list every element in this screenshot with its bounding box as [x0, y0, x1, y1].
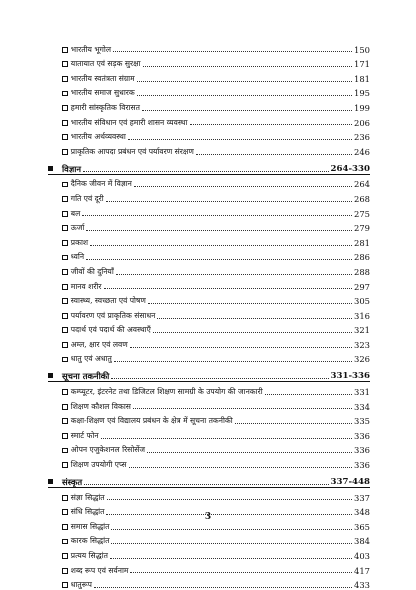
- dot-leader: [157, 318, 352, 319]
- toc-title: अम्ल, क्षार एवं लवण: [70, 339, 128, 349]
- toc-page-number: 331-336: [330, 371, 370, 382]
- toc-title: प्राकृतिक आपदा प्रबंधन एवं पर्यावरण संरक्षण: [70, 146, 194, 156]
- checkbox-bullet-icon: [62, 240, 68, 246]
- toc-page-number: 264-330: [330, 163, 370, 174]
- toc-entry: [48, 488, 370, 503]
- checkbox-bullet-icon: [62, 342, 68, 348]
- checkbox-bullet-icon: [62, 582, 68, 588]
- toc-page-number: 323: [354, 339, 370, 350]
- checkbox-bullet-icon: [62, 47, 68, 53]
- dot-leader: [148, 303, 352, 304]
- dot-leader: [113, 51, 352, 52]
- toc-title: संस्कृत: [62, 477, 83, 488]
- dot-leader: [107, 499, 352, 500]
- dot-leader: [137, 81, 352, 82]
- checkbox-bullet-icon: [62, 462, 68, 468]
- dot-leader: [116, 274, 352, 275]
- toc-page-number: 305: [354, 296, 370, 307]
- toc-title: प्रकाश: [70, 237, 89, 247]
- toc-entry: [48, 128, 370, 143]
- dot-leader: [104, 288, 353, 289]
- dot-leader: [110, 558, 352, 559]
- toc-page-number: 337: [354, 492, 370, 503]
- toc-page-number: 171: [354, 59, 370, 70]
- toc-page-number: 336: [354, 430, 370, 441]
- toc-entry: [48, 84, 370, 99]
- checkbox-bullet-icon: [62, 284, 68, 290]
- checkbox-bullet-icon: [62, 357, 68, 363]
- checkbox-bullet-icon: [62, 568, 68, 574]
- toc-title: मानव शरीर: [70, 281, 102, 291]
- dot-leader: [83, 171, 329, 172]
- toc-entry: [48, 335, 370, 350]
- dot-leader: [133, 408, 352, 409]
- dot-leader: [147, 452, 352, 453]
- checkbox-bullet-icon: [62, 553, 68, 559]
- checkbox-bullet-icon: [62, 524, 68, 530]
- toc-title: पदार्थ एवं पदार्थ की अवस्थाएँ: [70, 325, 151, 335]
- toc-title: धातुरूप: [70, 580, 92, 590]
- toc-page-number: 321: [354, 325, 370, 336]
- checkbox-bullet-icon: [62, 134, 68, 140]
- checkbox-bullet-icon: [62, 76, 68, 82]
- toc-title: शब्द रूप एवं सर्वनाम: [70, 565, 129, 575]
- toc-page-number: 286: [354, 252, 370, 263]
- checkbox-bullet-icon: [62, 313, 68, 319]
- checkbox-bullet-icon: [62, 433, 68, 439]
- checkbox-bullet-icon: [62, 211, 68, 217]
- toc-section: [48, 157, 370, 175]
- toc-title: कम्प्यूटर, इंटरनेट तथा डिजिटल शिक्षण सामग्री के उपयोग की जानकारी: [70, 387, 263, 397]
- toc-title: संधि सिद्धांत: [70, 507, 105, 517]
- toc-entry: [48, 441, 370, 456]
- dot-leader: [111, 378, 328, 379]
- dot-leader: [134, 186, 352, 187]
- toc-entry: [48, 292, 370, 307]
- toc-entry: [48, 40, 370, 55]
- dot-leader: [143, 66, 352, 67]
- toc-title: हमारी सांस्कृतिक विरासत: [70, 102, 140, 112]
- toc-page-number: 206: [354, 117, 370, 128]
- toc-title: भारतीय भूगोल: [70, 44, 112, 54]
- checkbox-bullet-icon: [62, 495, 68, 501]
- toc-title: प्रत्यय सिद्धांत: [70, 551, 109, 560]
- checkbox-bullet-icon: [62, 298, 68, 304]
- toc-entry: [48, 382, 370, 397]
- toc-title: बल: [70, 208, 81, 218]
- toc-page-number: 365: [354, 521, 370, 532]
- checkbox-bullet-icon: [62, 327, 68, 333]
- dot-leader: [111, 529, 352, 530]
- checkbox-bullet-icon: [62, 91, 68, 97]
- checkbox-bullet-icon: [62, 182, 68, 188]
- dot-leader: [84, 484, 328, 485]
- toc-title: जीवों की दुनियाँ: [70, 266, 114, 276]
- checkbox-bullet-icon: [62, 105, 68, 111]
- toc-page-number: 297: [354, 281, 370, 292]
- toc-title: पर्यावरण एवं प्राकृतिक संसाधन: [70, 310, 156, 320]
- toc-entry: [48, 248, 370, 263]
- toc-page-number: 326: [354, 354, 370, 365]
- toc-entry: [48, 98, 370, 113]
- toc-entry: [48, 561, 370, 576]
- toc-entry: [48, 189, 370, 204]
- square-bullet-icon: [48, 166, 53, 171]
- toc-title: धातु एवं अधातु: [70, 354, 112, 364]
- dot-leader: [82, 215, 352, 216]
- toc-title: गति एवं दूरी: [70, 193, 104, 203]
- dot-leader: [153, 332, 352, 333]
- toc-page-number: 336: [354, 460, 370, 471]
- toc-page-number: 335: [354, 416, 370, 427]
- toc-entry: [48, 204, 370, 219]
- toc-title: स्मार्ट फोन: [70, 430, 99, 440]
- toc-entry: [48, 576, 370, 590]
- toc-page-number: 279: [354, 223, 370, 234]
- toc-page-number: 199: [354, 102, 370, 113]
- toc-entry: [48, 55, 370, 70]
- toc-page-number: 181: [354, 73, 370, 84]
- toc-entry: [48, 277, 370, 292]
- toc-entry: [48, 350, 370, 365]
- toc-page-number: 316: [354, 310, 370, 321]
- toc-page-number: 246: [354, 146, 370, 157]
- checkbox-bullet-icon: [62, 149, 68, 155]
- toc-title: स्वास्थ्य, स्वच्छता एवं पोषण: [70, 296, 146, 306]
- toc-page-number: 348: [354, 507, 370, 518]
- page-number: 3: [204, 512, 212, 522]
- toc-entry: [48, 397, 370, 412]
- checkbox-bullet-icon: [62, 418, 68, 424]
- toc-section: [48, 364, 370, 382]
- toc-entry: [48, 412, 370, 427]
- toc-title: समास सिद्धांत: [70, 521, 110, 531]
- toc-entry: [48, 69, 370, 84]
- toc-page-number: 268: [354, 193, 370, 204]
- dot-leader: [130, 347, 352, 348]
- toc-entry: [48, 113, 370, 128]
- toc-entry: [48, 321, 370, 336]
- toc-entry: [48, 142, 370, 157]
- toc-page-number: 403: [354, 551, 370, 561]
- checkbox-bullet-icon: [62, 120, 68, 126]
- dot-leader: [90, 245, 352, 246]
- toc-page-number: 281: [354, 237, 370, 248]
- toc-page-number: 275: [354, 208, 370, 219]
- toc-page-number: 336: [354, 445, 370, 456]
- dot-leader: [142, 110, 352, 111]
- toc-entry: [48, 233, 370, 248]
- dot-leader: [137, 95, 352, 96]
- toc-entry: [48, 532, 370, 547]
- dot-leader: [106, 201, 352, 202]
- checkbox-bullet-icon: [62, 269, 68, 275]
- toc-title: भारतीय समाज सुधारक: [70, 88, 135, 98]
- toc-title: संज्ञा सिद्धांत: [70, 492, 105, 502]
- toc-entry: [48, 219, 370, 234]
- toc-title: यातायात एवं सड़क सुरक्षा: [70, 59, 141, 69]
- toc-title: दैनिक जीवन में विज्ञान: [70, 179, 132, 189]
- dot-leader: [265, 394, 352, 395]
- toc-title: ओपन एजुकेशनल रिसोर्सेज: [70, 445, 146, 455]
- dot-leader: [235, 423, 352, 424]
- toc-title: शिक्षण उपयोगी एप्स: [70, 460, 127, 470]
- checkbox-bullet-icon: [62, 255, 68, 261]
- toc-entry: [48, 306, 370, 321]
- dot-leader: [129, 467, 353, 468]
- checkbox-bullet-icon: [62, 448, 68, 454]
- toc-title: कक्षा-शिक्षण एवं विद्यालय प्रबंधन के क्षेत्र में सूचना तकनीकी: [70, 416, 233, 426]
- table-of-contents: [48, 40, 370, 590]
- toc-entry: [48, 262, 370, 277]
- toc-title: शिक्षण कौशल विकास: [70, 401, 131, 411]
- toc-entry: [48, 455, 370, 470]
- dot-leader: [196, 154, 352, 155]
- toc-page-number: 331: [354, 387, 370, 398]
- dot-leader: [128, 139, 352, 140]
- toc-page-number: 236: [354, 132, 370, 143]
- dot-leader: [86, 259, 352, 260]
- checkbox-bullet-icon: [62, 61, 68, 67]
- toc-page-number: 264: [354, 179, 370, 190]
- toc-title: सूचना तकनीकी: [62, 371, 110, 382]
- toc-title: ऊर्जा: [70, 223, 85, 233]
- checkbox-bullet-icon: [62, 404, 68, 410]
- toc-page-number: 334: [354, 401, 370, 412]
- toc-entry: [48, 175, 370, 190]
- toc-page-number: 337-448: [330, 477, 370, 488]
- dot-leader: [86, 230, 352, 231]
- toc-page-number: 417: [354, 565, 370, 576]
- toc-page-number: 195: [354, 88, 370, 99]
- toc-title: भारतीय संविधान एवं हमारी शासन व्यवस्था: [70, 117, 188, 127]
- toc-title: ध्वनि: [70, 252, 85, 262]
- square-bullet-icon: [48, 373, 53, 378]
- toc-title: विज्ञान: [62, 163, 82, 174]
- toc-page-number: 433: [354, 580, 370, 590]
- checkbox-bullet-icon: [62, 225, 68, 231]
- dot-leader: [111, 543, 352, 544]
- toc-title: भारतीय स्वतंत्रता संग्राम: [70, 73, 135, 83]
- toc-page-number: 288: [354, 266, 370, 277]
- checkbox-bullet-icon: [62, 389, 68, 395]
- dot-leader: [190, 124, 352, 125]
- square-bullet-icon: [48, 479, 53, 484]
- dot-leader: [130, 572, 352, 573]
- toc-title: कारक सिद्धांत: [70, 536, 110, 546]
- toc-entry: [48, 426, 370, 441]
- toc-title: भारतीय अर्थव्यवस्था: [70, 132, 126, 142]
- toc-section: [48, 470, 370, 488]
- dot-leader: [94, 587, 352, 588]
- dot-leader: [101, 438, 352, 439]
- toc-page-number: 150: [354, 44, 370, 55]
- toc-page-number: 384: [354, 536, 370, 547]
- checkbox-bullet-icon: [62, 539, 68, 545]
- checkbox-bullet-icon: [62, 196, 68, 202]
- dot-leader: [114, 361, 352, 362]
- toc-entry: [48, 546, 370, 561]
